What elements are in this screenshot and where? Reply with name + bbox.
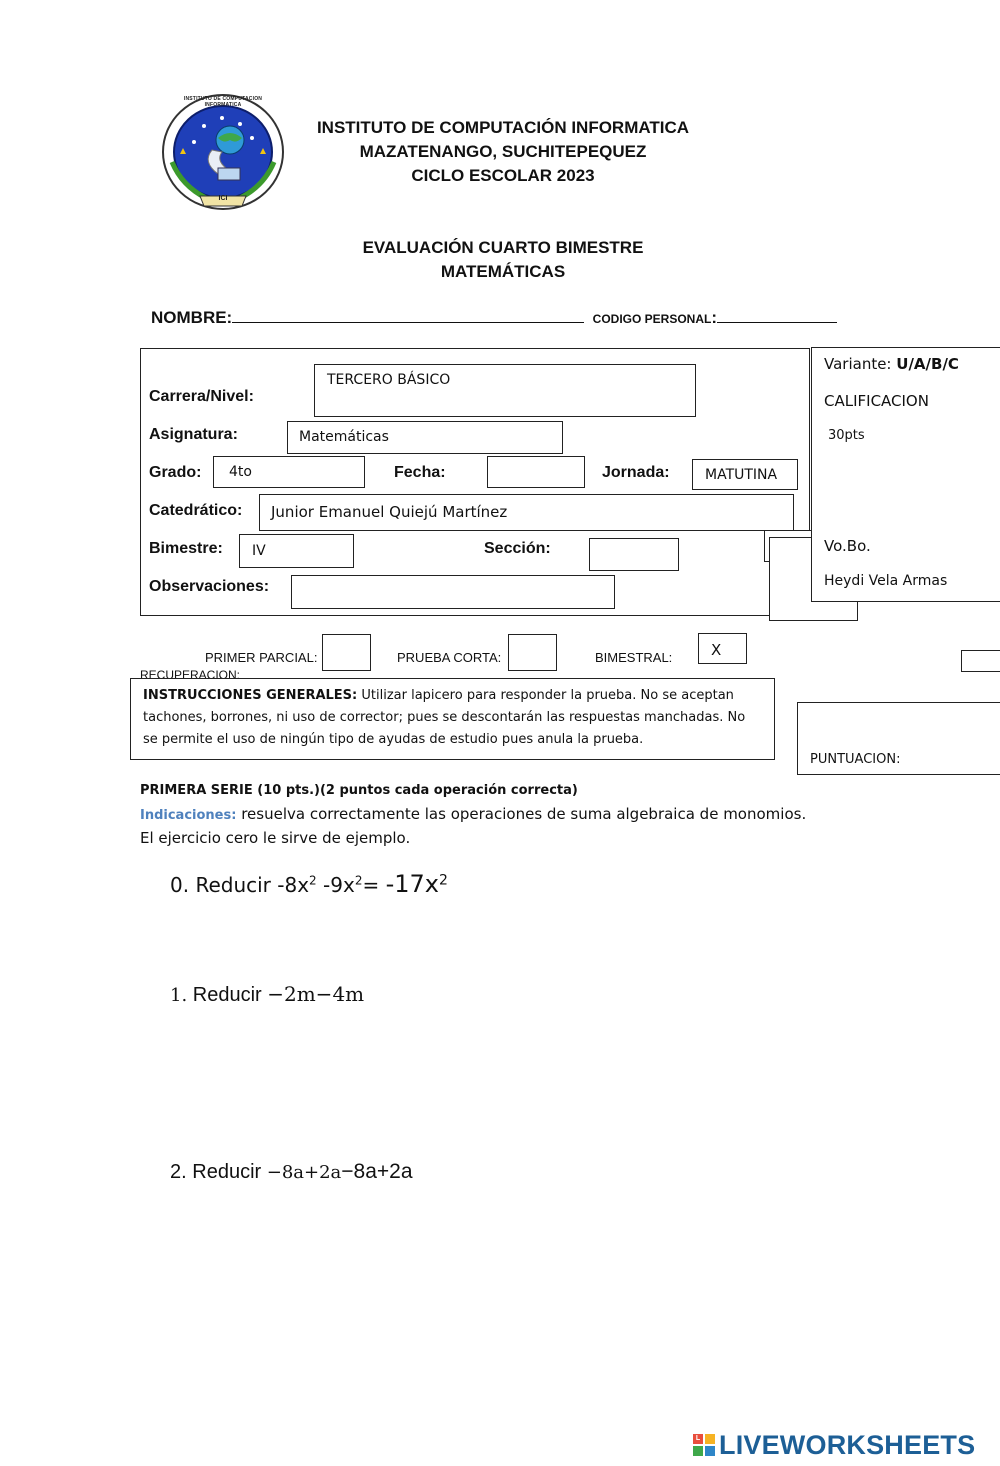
points-value: 30pts	[828, 428, 865, 443]
grado-value: 4to	[229, 464, 252, 480]
instructions-box	[130, 678, 775, 760]
problem-1	[170, 982, 364, 1007]
seccion-label: Sección:	[484, 540, 551, 557]
seccion-field[interactable]	[589, 538, 679, 571]
calificacion-label: CALIFICACION	[824, 392, 929, 410]
problem-0-number: 0.	[170, 873, 190, 897]
school-seal-initials: ICI	[218, 195, 228, 202]
liveworksheets-wordmark: LIVEWORKSHEETS	[719, 1430, 976, 1460]
name-label: NOMBRE:	[151, 308, 233, 327]
carrera-label: Carrera/Nivel:	[149, 388, 254, 405]
problem-1-number: 1.	[170, 985, 188, 1006]
recuperacion-label: RECUPERACION:	[140, 669, 241, 678]
problem-0-exponent-a: 2	[309, 873, 317, 888]
liveworksheets-brand[interactable]	[693, 1430, 975, 1461]
exam-heading	[290, 236, 716, 284]
problem-0-expression-b: -9x	[316, 873, 355, 897]
problem-1-expression: −2m−4m	[267, 982, 365, 1006]
observaciones-field[interactable]	[291, 575, 615, 609]
exam-title: EVALUACIÓN CUARTO BIMESTRE	[362, 238, 644, 257]
problem-0-verb: Reducir	[195, 873, 271, 897]
bimestral-checkbox[interactable]	[698, 633, 747, 664]
prueba-corta-checkbox[interactable]	[508, 634, 557, 671]
variante-row	[824, 355, 959, 373]
variante-label: Variante:	[824, 355, 897, 373]
school-seal-icon	[160, 92, 286, 212]
code-colon: :	[711, 308, 718, 327]
liveworksheets-logo-icon	[693, 1434, 717, 1458]
instructions-title: INSTRUCCIONES GENERALES:	[143, 688, 358, 703]
indications-label: Indicaciones:	[140, 808, 237, 823]
grado-label: Grado:	[149, 464, 202, 481]
fecha-field[interactable]	[487, 456, 585, 488]
code-field[interactable]	[717, 308, 837, 323]
series-title: PRIMERA SERIE (10 pts.)(2 puntos cada operación correcta)	[140, 783, 578, 798]
bimestre-value: IV	[252, 543, 266, 559]
problem-0	[170, 870, 448, 898]
indications-text: resuelva correctamente las operaciones de suma algebraica de monomios. El ejercicio cero le sirve de ejemplo.	[140, 805, 807, 847]
jornada-value: MATUTINA	[705, 467, 778, 483]
problem-2	[170, 1160, 413, 1184]
institution-header	[290, 116, 716, 188]
problem-0-answer-exponent: 2	[439, 872, 448, 889]
primer-parcial-checkbox[interactable]	[322, 634, 371, 671]
carrera-value: TERCERO BÁSICO	[327, 372, 451, 388]
recuperacion-checkbox[interactable]	[961, 650, 1000, 672]
name-field[interactable]	[232, 308, 584, 323]
asignatura-value: Matemáticas	[299, 429, 389, 445]
asignatura-label: Asignatura:	[149, 426, 238, 443]
problem-2-verb: Reducir	[192, 1161, 262, 1183]
catedratico-label: Catedrático:	[149, 502, 243, 519]
vobo-label: Vo.Bo.	[824, 537, 871, 555]
institution-location: MAZATENANGO, SUCHITEPEQUEZ	[359, 142, 647, 161]
problem-0-expression-a: -8x	[277, 873, 310, 897]
primer-parcial-label: PRIMER PARCIAL:	[205, 650, 318, 665]
series-indications	[140, 803, 820, 850]
instructions-text: Utilizar lapicero para responder la prueba. No se aceptan tachones, borrones, ni uso de corrector; pues se descontarán las respuestas manchadas. No se permite el uso de ningún tipo de ayudas de estudio pues anula la prueba.	[143, 688, 746, 747]
problem-2-expression-b: −8a+2a	[341, 1160, 413, 1183]
problem-0-exponent-b: 2	[354, 873, 363, 888]
variante-value: U/A/B/C	[896, 355, 959, 373]
grading-panel	[811, 347, 1000, 602]
problem-0-answer: -17x	[385, 870, 439, 898]
vobo-name: Heydi Vela Armas	[824, 573, 948, 589]
school-seal-ring-text: INSTITUTO DE COMPUTACION INFORMATICA	[183, 96, 263, 108]
problem-0-equals: =	[362, 873, 386, 897]
bimestral-value: X	[711, 641, 722, 659]
problem-1-verb: Reducir	[192, 984, 262, 1006]
student-id-row	[151, 308, 861, 328]
prueba-corta-label: PRUEBA CORTA:	[397, 650, 502, 665]
bimestre-label: Bimestre:	[149, 540, 223, 557]
jornada-label: Jornada:	[602, 464, 670, 481]
score-label: PUNTUACION:	[810, 752, 901, 767]
fecha-label: Fecha:	[394, 464, 446, 481]
catedratico-value: Junior Emanuel Quiejú Martínez	[271, 503, 508, 521]
problem-2-number: 2.	[170, 1161, 187, 1183]
code-label: CODIGO PERSONAL	[592, 312, 712, 326]
school-year: CICLO ESCOLAR 2023	[411, 166, 595, 185]
institution-name: INSTITUTO DE COMPUTACIÓN INFORMATICA	[316, 118, 690, 137]
problem-2-expression-a: −8a+2a	[266, 1162, 342, 1183]
bimestral-label: BIMESTRAL:	[595, 650, 673, 665]
subject-title: MATEMÁTICAS	[440, 262, 566, 281]
logo-letter-l: L	[693, 1434, 703, 1444]
observaciones-label: Observaciones:	[149, 578, 270, 595]
